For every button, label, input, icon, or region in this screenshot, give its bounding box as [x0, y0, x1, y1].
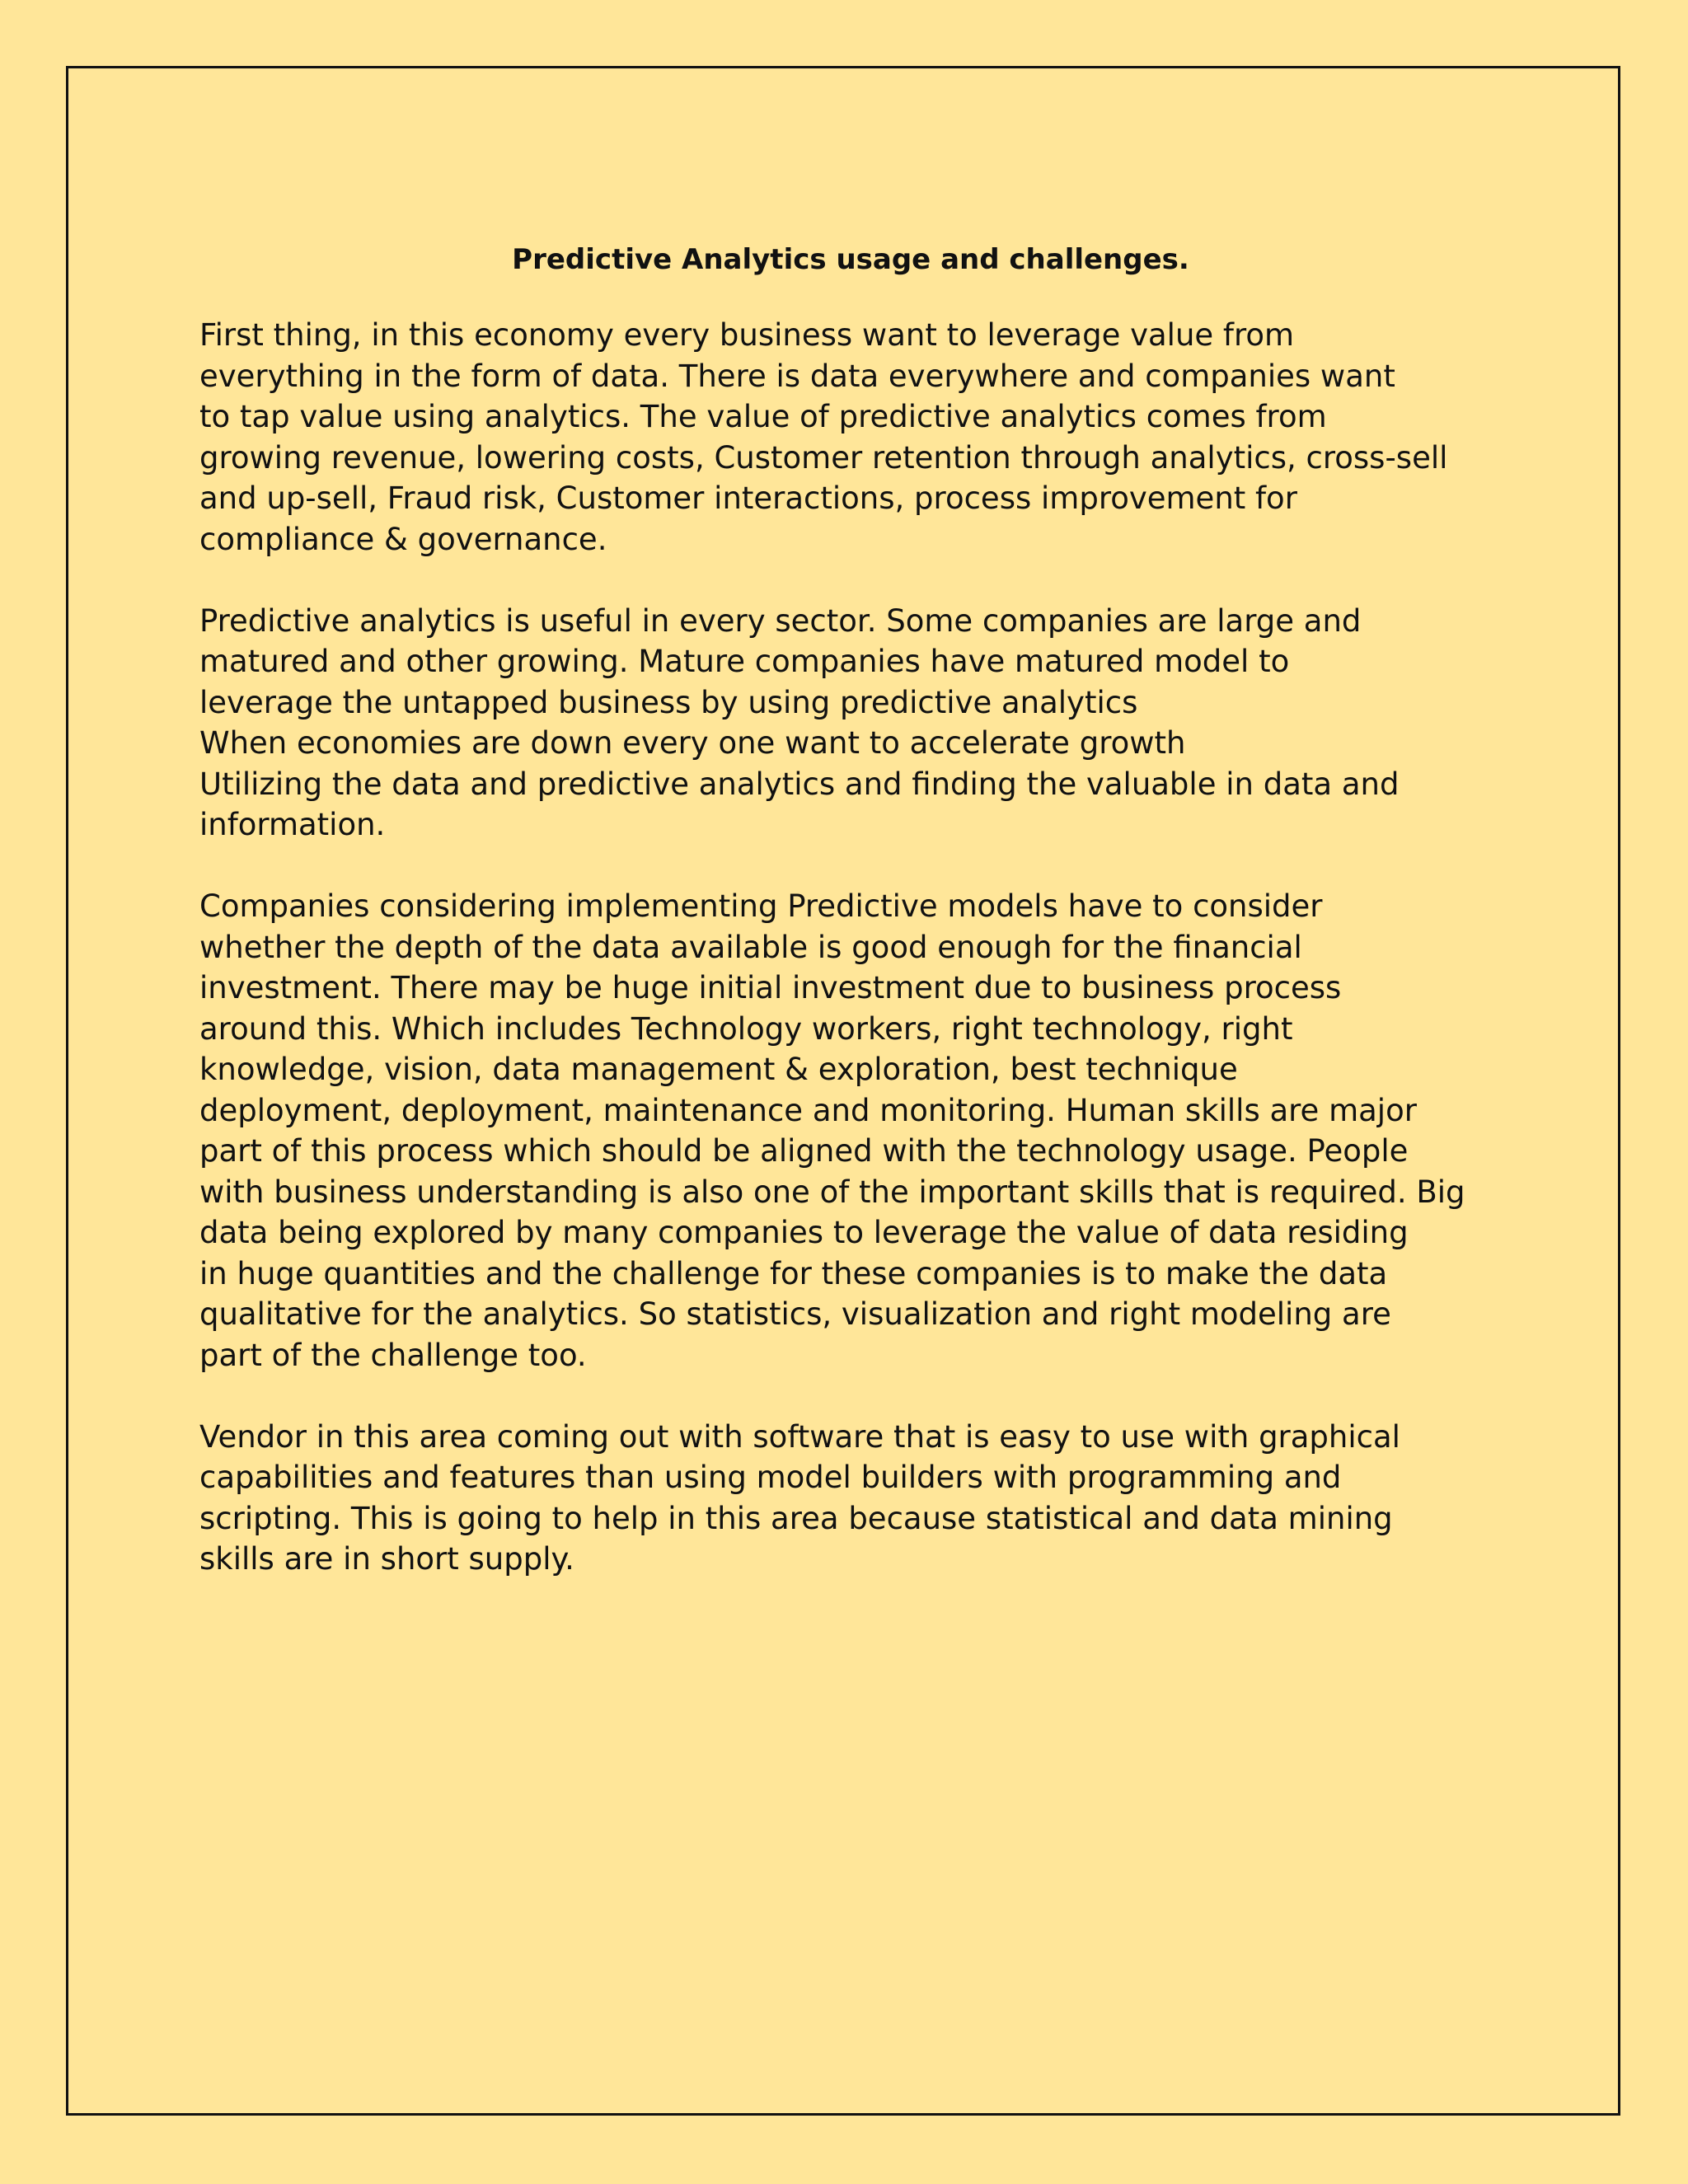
document-title: Predictive Analytics usage and challenges. [512, 243, 1189, 276]
paragraph-implementation: Companies considering implementing Predictive models have to consider whether the depth of the data available is good enough for the financial investment. There may be huge initial investment due to business process around this. Which includes Technology workers, right technology, right knowledge, vision, data management & exploration, best technique deployment, deployment, maintenance and monitoring. Human skills are major part of this process which should be aligned with the technology usage. People with business understanding is also one of the important skills that is required. Big data being explored by many companies to leverage the value of data residing in huge quantities and the challenge for these companies is to make the data qualitative for the analytics. So statistics, visualization and right modeling are part of the challenge too. [199, 888, 1465, 1373]
paragraph-intro: First thing, in this economy every business want to leverage value from everything in the form of data. There is data everywhere and companies want to tap value using analytics. The value of predictive analytics comes from growing revenue, lowering costs, Customer retention through analytics, cross-sell and up-sell, Fraud risk, Customer interactions, process improvement for compliance & governance. [199, 317, 1448, 557]
paragraph-vendors: Vendor in this area coming out with software that is easy to use with graphical capabilities and features than using model builders with programming and scripting. This is going to help in this area because statistical and data mining skills are in short supply. [199, 1418, 1400, 1577]
paragraph-sectors: Predictive analytics is useful in every sector. Some companies are large and matured and other growing. Mature companies have matured model to leverage the untapped business by using predictive analytics When economies are down every one want to accelerate growth Utilizing the data and predictive analytics and finding the valuable in data and information. [199, 602, 1400, 842]
document-body [199, 239, 1502, 1620]
